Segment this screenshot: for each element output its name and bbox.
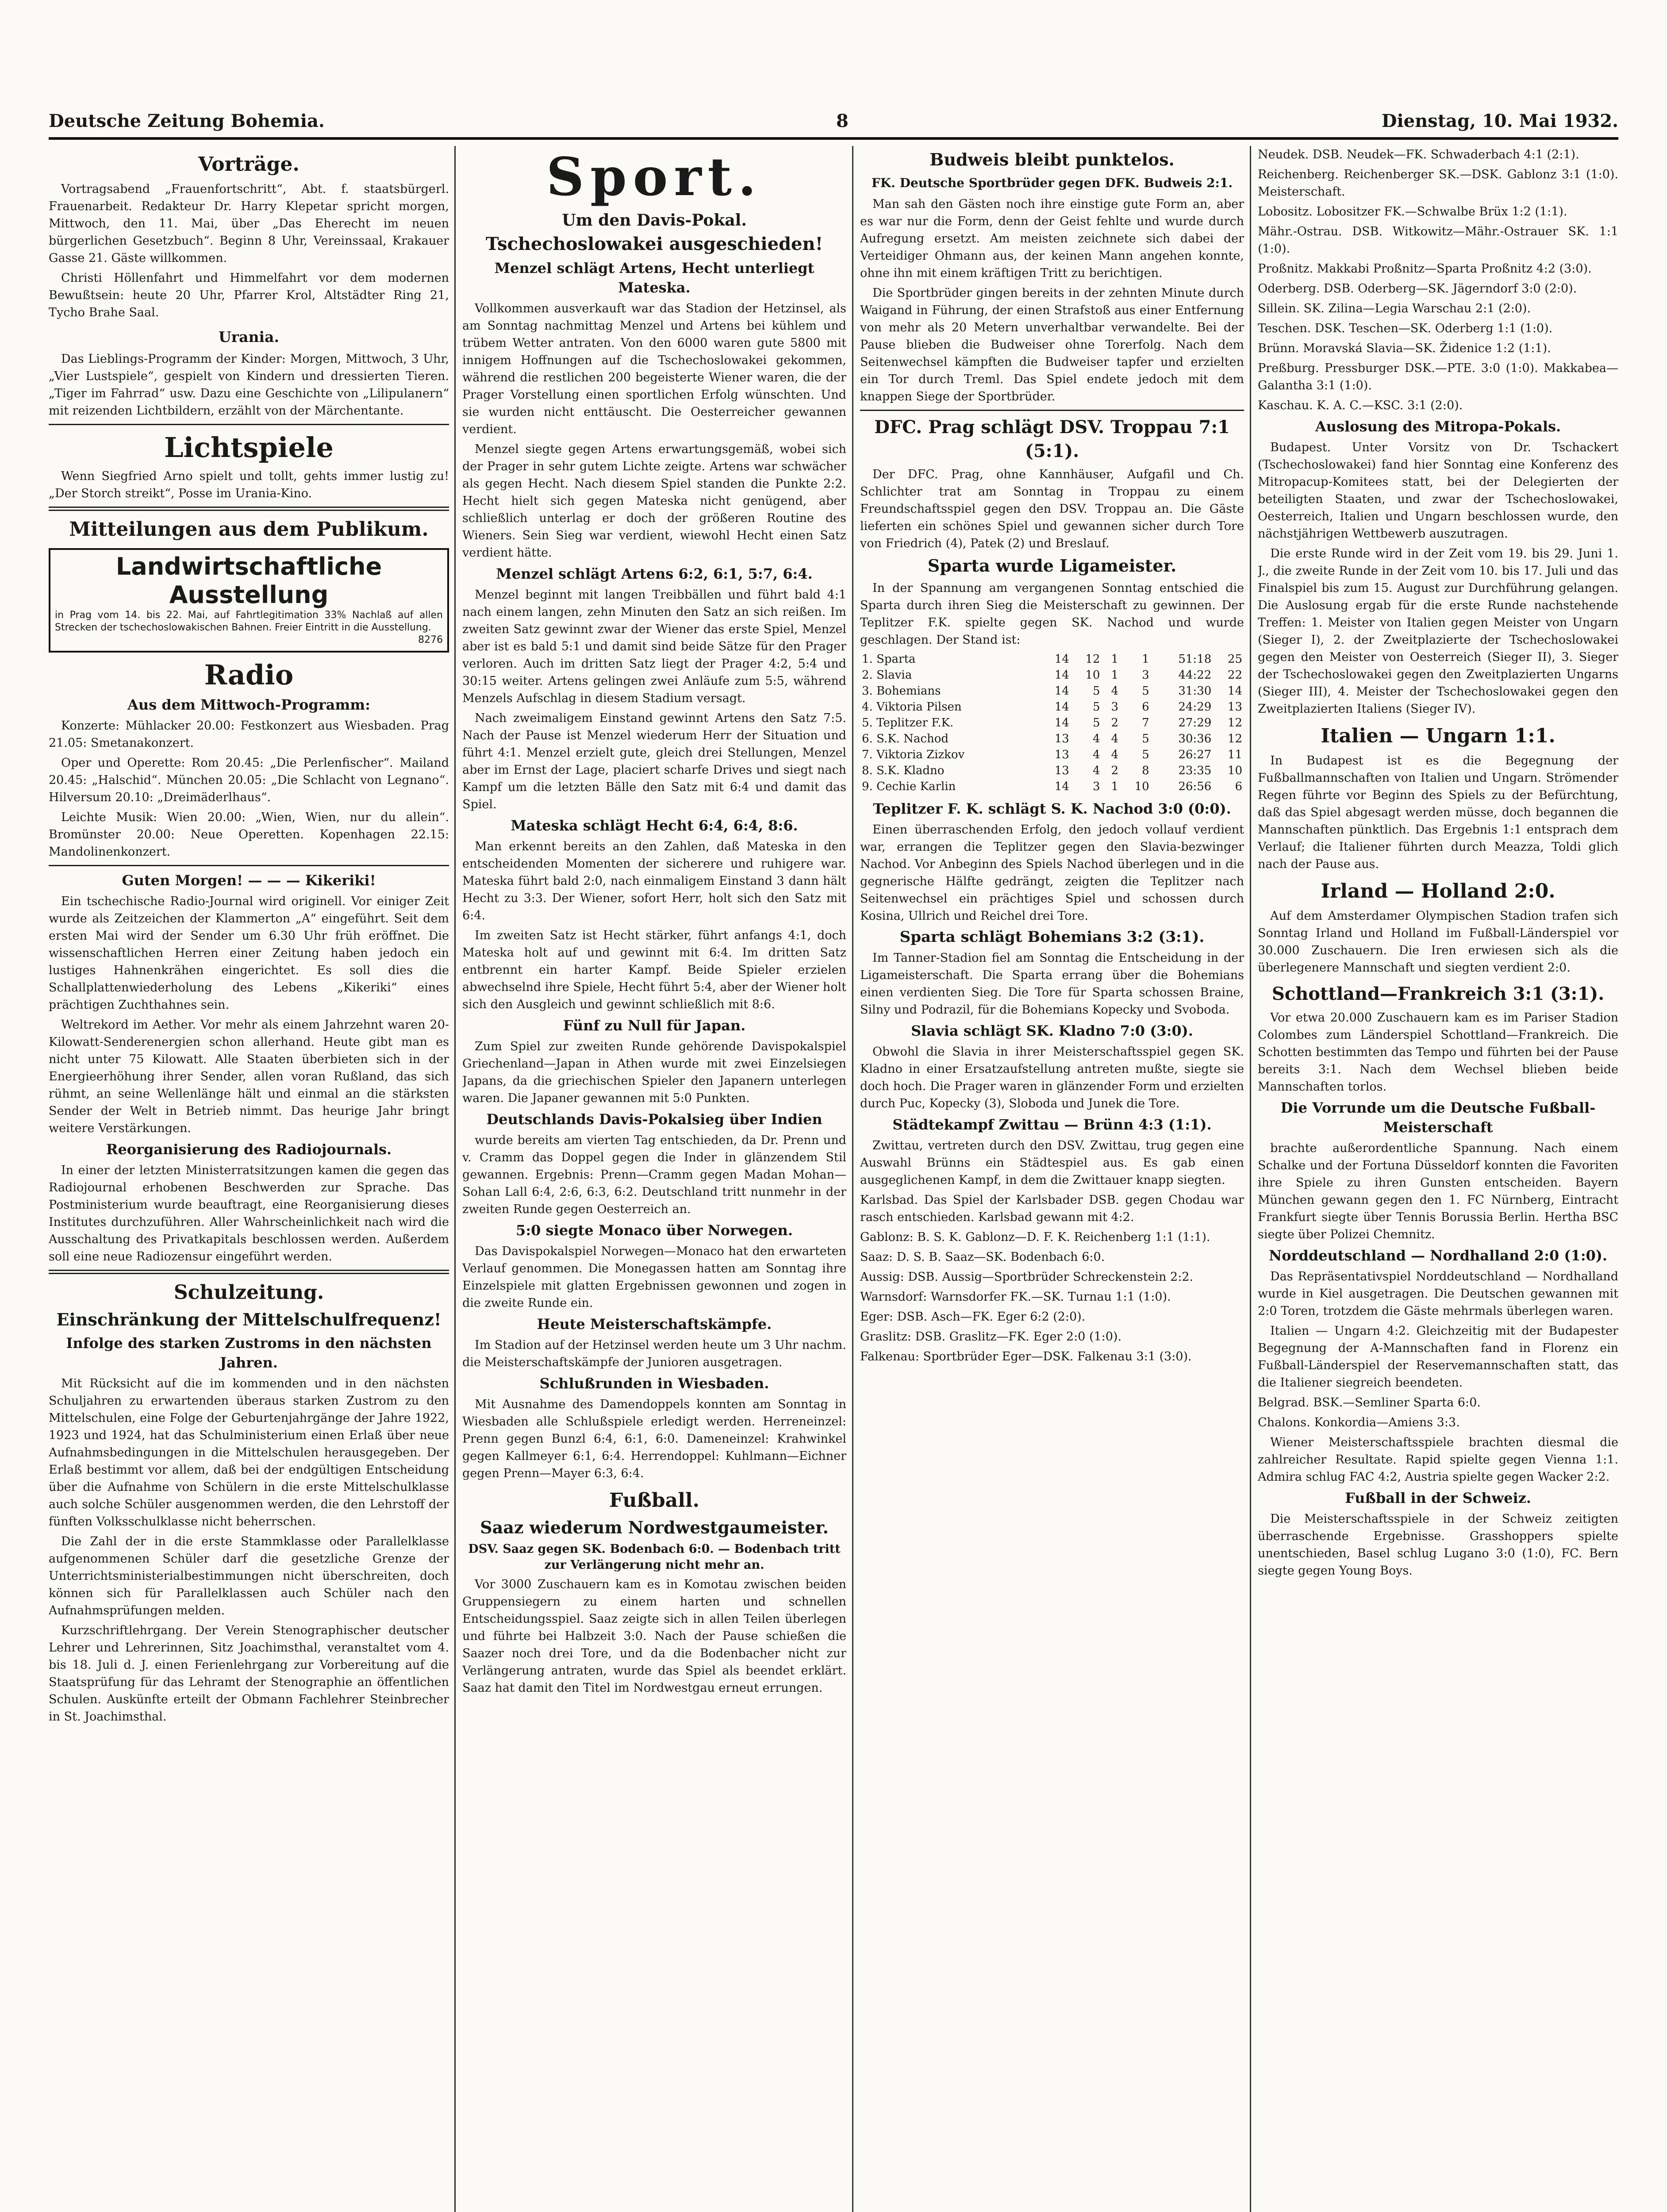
paragraph: Nach zweimaligem Einstand gewinnt Artens den Satz 7:5. Nach der Pause ist Menzel wiederum Herr der Situation und führt 4:1. Menzel erzielt gute, gleich drei Stellungen, Menzel aber im Ernst der Lage, placiert scharfe Drives und siegt nach Kampf um die letzten Bälle den Satz mit 6:4 und damit das Spiel. [462,711,846,811]
subheading: Aus dem Mittwoch-Programm: [127,696,370,713]
result-line: Belgrad. BSK.—Semliner Sparta 6:0. [1258,1396,1481,1409]
table-cell: 10 [1227,764,1242,777]
subheading: Tschechoslowakei ausgeschieden! [485,234,823,254]
column-separator [1250,146,1251,2212]
table-cell: 5 [1142,748,1149,761]
paragraph: Der DFC. Prag, ohne Kannhäuser, Aufgafil und Ch. Schlichter trat am Sonntag in Troppau zu einem Freundschaftsspiel gegen den DSV. Troppau an. Die Gäste lieferten ein schönes Spiel und gewannen sicher durch Tore von Friedrich (4), Patek (2) und Breslauf. [860,468,1244,550]
table-cell: 6 [1235,780,1242,793]
column-2 [462,146,846,2212]
page-header [49,102,1618,133]
table-cell: 14 [1054,716,1069,730]
table-cell: 10 [1085,668,1100,682]
ad-code: 8276 [418,634,443,645]
subheading: DFC. Prag schlägt DSV. Troppau 7:1 (5:1). [874,417,1230,461]
result-line: Lobositz. Lobositzer FK.—Schwalbe Brüx 1:2 (1:1). [1258,205,1567,219]
section-heading-irland-holland: Irland — Holland 2:0. [1321,880,1556,902]
subheading: Fußball in der Schweiz. [1345,1490,1531,1506]
paragraph: Menzel beginnt mit langen Treibbällen und führt bald 4:1 nach einem langen, zehn Minuten den Satz an sich reißen. Im zweiten Satz gewinnt zwar der Wiener das erste Spiel, Menzel aber ist es bald 5:1 und damit sind beide Sätze für den Prager verloren. Auch im dritten Satz liegt der Prager 4:2, 5:4 und 30:15 weiter. Artens gelingen zwei Anläufe zum 5:5, während Menzels Aufschlag in diesem Stadium versagt. [462,588,846,705]
header-rule [49,137,1618,140]
subheading: Slavia schlägt SK. Kladno 7:0 (3:0). [911,1022,1193,1039]
table-cell: 3 [1092,780,1100,793]
table-cell: 4 [1092,764,1100,777]
page-number: 8 [836,111,849,131]
paragraph: In einer der letzten Ministerratsitzungen kamen die gegen das Radiojournal erhobenen Beschwerden zur Sprache. Das Postministerium wurde beauftragt, eine Reorganisierung dieses Institutes durchzuführen. Aller Wahrscheinlichkeit nach wird die Ausschaltung des Privatkapitals beschlossen werden. Außerdem soll eine neue Radiozensur eingeführt werden. [49,1164,449,1263]
table-row [860,747,1244,763]
section-heading-radio: Radio [204,659,294,691]
table-row [860,651,1244,667]
column-4 [1258,146,1618,2212]
result-line: Neudek. DSB. Neudek—FK. Schwaderbach 4:1 (2:1). [1258,148,1579,161]
subheading: Guten Morgen! — — — Kikeriki! [122,872,376,889]
table-cell: 6 [1142,700,1149,714]
table-cell: 2 [1111,764,1119,777]
subheading: Infolge des starken Zustroms in den nächsten Jahren. [66,1335,432,1371]
table-cell: 2. Slavia [862,668,912,682]
divider [49,865,449,866]
subheading: Reorganisierung des Radiojournals. [106,1141,392,1158]
divider [49,1270,449,1274]
subheading: Einschränkung der Mittelschulfrequenz! [56,1310,442,1329]
paragraph: Zum Spiel zur zweiten Runde gehörende Davispokalspiel Griechenland—Japan in Athen wurde mit zwei Einzelsiegen Japans, da die griechischen Spieler den Japanern unterlegen waren. Die Japaner gewannen mit 5:0 Punkten. [462,1040,846,1105]
table-cell: 1 [1111,653,1119,666]
section-heading-italien-ungarn: Italien — Ungarn 1:1. [1321,725,1556,747]
result-line: Gablonz: B. S. K. Gablonz—D. F. K. Reichenberg 1:1 (1:1). [860,1230,1210,1244]
subheading: Menzel schlägt Artens 6:2, 6:1, 5:7, 6:4. [496,565,813,582]
paragraph: Das Davispokalspiel Norwegen—Monaco hat den erwarteten Verlauf genommen. Die Monegassen hatten am Sonntag ihre Einzelspiele mit glatten Ergebnissen gewonnen und zogen in die zweite Runde ein. [462,1244,846,1310]
table-cell: 5 [1092,700,1100,714]
paragraph: Mit Rücksicht auf die im kommenden und in den nächsten Schuljahren zu erwartenden überaus starken Zustrom zu den Mittelschulen, eine Folge der Geburtenjahrgänge der Jahre 1922, 1923 und 1924, hat das Schulministerium einen Erlaß über neue Aufnahmsbedingungen in die Mittelschulen herausgegeben. Der Erlaß bestimmt vor allem, daß bei der endgültigen Entscheidung über die Aufnahme von Schülern in die erste Mittelschulklasse auch solche Schüler ausgenommen werden, die den Lehrstoff der fünften Volksschulklasse nicht beherrschen. [49,1377,449,1528]
table-cell: 10 [1134,780,1149,793]
paragraph: Im Stadion auf der Hetzinsel werden heute um 3 Uhr nachm. die Meisterschaftskämpfe der Junioren ausgetragen. [462,1338,846,1369]
paragraph: Die Meisterschaftsspiele in der Schweiz zeitigten überraschende Ergebnisse. Grasshoppers spielte unentschieden, Basel schlug Lugano 3:0 (1:0), FC. Bern siegte gegen Young Boys. [1258,1512,1618,1578]
subheading: Norddeutschland — Nordhalland 2:0 (1:0). [1268,1247,1608,1264]
table-cell: 13 [1054,732,1069,745]
section-heading-mitteilungen: Mitteilungen aus dem Publikum. [69,518,429,541]
table-cell: 12 [1227,732,1242,745]
paragraph: Das Lieblings-Programm der Kinder: Morgen, Mittwoch, 3 Uhr, „Vier Lustspiele“, gespielt von Kindern und dressierten Tieren. „Tiger im Fahrrad“ usw. Dazu eine Geschichte von „Lilipulanern“ mit reizenden Lichtbildern, erzählt von der Märchentante. [49,352,449,418]
paragraph: Auf dem Amsterdamer Olympischen Stadion trafen sich Sonntag Irland und Holland im Fußball-Länderspiel vor 30.000 Zuschauern. Die Iren erwiesen sich als die überlegenere Mannschaft und siegten verdient 2:0. [1258,909,1618,975]
column-1 [49,146,449,2212]
table-cell: 5. Teplitzer F.K. [862,716,954,730]
column-separator [852,146,853,2212]
subheading: Mateska schlägt Hecht 6:4, 6:4, 8:6. [511,817,798,834]
table-cell: 1. Sparta [862,653,916,666]
section-heading-urania: Urania. [219,328,279,346]
table-cell: 13 [1054,748,1069,761]
paragraph: Ein tschechische Radio-Journal wird originell. Vor einiger Zeit wurde als Zeitzeichen der Klammerton „A“ eingeführt. Seit dem ersten Mai wird der Sender um 6.30 Uhr früh eröffnet. Die wissenschaftlichen Herren einer Zeitung haben jedoch ein lustiges Hahnenkrähen eingerichtet. Es soll dies die Schallplattenwiederholung des Lebens „Kikeriki“ eines prächtigen Zuchthahnes sein. [49,895,449,1012]
table-cell: 27:29 [1178,716,1212,730]
table-cell: 4 [1111,732,1119,745]
result-line: Mähr.-Ostrau. DSB. Witkowitz—Mähr.-Ostrauer SK. 1:1 (1:0). [1258,225,1618,256]
advertisement-box [49,548,449,653]
result-line: Kaschau. K. A. C.—KSC. 3:1 (2:0). [1258,399,1463,412]
subheading: Sparta schlägt Bohemians 3:2 (3:1). [899,928,1205,946]
table-cell: 14 [1054,653,1069,666]
table-cell: 4 [1111,684,1119,698]
table-cell: 6. S.K. Nachod [862,732,949,745]
table-row [860,779,1244,795]
table-row [860,763,1244,779]
paragraph: Wenn Siegfried Arno spielt und tollt, gehts immer lustig zu! „Der Storch streikt“, Posse im Urania-Kino. [49,469,449,500]
paragraph: Obwohl die Slavia in ihrer Meisterschaftsspiel gegen SK. Kladno in einer Ersatzaufstellung antreten mußte, siegte sie doch hoch. Die Prager waren in glänzender Form und erzielten durch Puc, Kopecky (3), Sloboda und Junek die Tore. [860,1045,1244,1110]
table-cell: 12 [1085,653,1100,666]
result-line: Warnsdorf: Warnsdorfer FK.—SK. Turnau 1:1 (1:0). [860,1290,1171,1304]
table-cell: 4. Viktoria Pilsen [862,700,962,714]
table-row [860,683,1244,699]
subheading: Schlußrunden in Wiesbaden. [539,1375,769,1392]
paragraph: Vortragsabend „Frauenfortschritt“, Abt. f. staatsbürgerl. Frauenarbeit. Redakteur Dr. Harry Klepetar spricht morgen, Mittwoch, den 11. Mai, über „Das Eherecht im neuen bürgerlichen Gesetzbuch“. Beginn 8 Uhr, Vereinssaal, Krakauer Gasse 21. Gäste willkommen. [49,182,449,265]
table-cell: 14 [1054,780,1069,793]
table-cell: 11 [1227,748,1242,761]
result-line: Proßnitz. Makkabi Proßnitz—Sparta Proßnitz 4:2 (3:0). [1258,262,1592,276]
table-cell: 13 [1054,764,1069,777]
paragraph: Einen überraschenden Erfolg, den jedoch vollauf verdient war, errangen die Teplitzer gegen den Slavia-bezwinger Nachod. Vor Anbeginn des Spiels Nachod überlegen und in die gegnerische Hälfte gedrängt, zeigten die Teplitzer nach Seitenwechsel ein prächtiges Spiel und schossen durch Kosina, Ullrich und Reichel drei Tore. [860,823,1244,923]
paragraph: Die Zahl der in die erste Stammklasse oder Parallelklasse aufgenommenen Schüler darf die gesetzliche Grenze der Unterrichtsministerialbestimmungen nicht überschreiten, doch können sich für Parallelklassen auch Schüler nach den Aufnahmsprüfungen melden. [49,1535,449,1617]
table-cell: 26:27 [1178,748,1212,761]
paragraph: Man sah den Gästen noch ihre einstige gute Form an, aber es war nur die Form, denn der Geist fehlte und wurde durch Aufregung ersetzt. Am meisten zeichnete sich dabei der Verteidiger Ohmann aus, der keinen Mann angehen konnte, ohne ihn mit einem kräftigen Tritt zu berichtigen. [860,197,1244,280]
table-row [860,699,1244,715]
issue-date: Dienstag, 10. Mai 1932. [1381,111,1618,131]
paragraph: Kurzschriftlehrgang. Der Verein Stenographischer deutscher Lehrer und Lehrerinnen, Sitz Joachimsthal, veranstaltet vom 4. bis 18. Juli d. J. einen Ferienlehrgang zur Vorbereitung auf die Staatsprüfung für das Lehramt der Stenographie an öffentlichen Schulen. Auskünfte erteilt der Obmann Fachlehrer Steinbrecher in St. Joachimsthal. [49,1624,449,1724]
table-cell: 13 [1227,700,1242,714]
table-cell: 23:35 [1178,764,1212,777]
paragraph: Menzel siegte gegen Artens erwartungsgemäß, wobei sich der Prager in sehr gutem Lichte zeigte. Artens war schwächer als gegen Hecht. Nach diesem Spiel standen die Punkte 2:2. Hecht hielt sich gegen Mateska nicht genügend, aber schließlich unterlag er doch der größeren Routine des Wieners. Sein Sieg war verdient, wiewohl Hecht einen Satz verdient hätte. [462,442,846,560]
table-cell: 8 [1142,764,1149,777]
table-cell: 1 [1111,668,1119,682]
paragraph: Die erste Runde wird in der Zeit vom 19. bis 29. Juni 1. J., die zweite Runde in der Zeit vom 10. bis 17. Juli und das Finalspiel bis zum 15. August zur Durchführung gelangen. Die Auslosung ergab für die erste Runde nachstehende Treffen: 1. Meister von Italien gegen Meister von Ungarn (Sieger I), 2. der Zweitplazierte der Tschechoslowakei gegen den Meister von Oesterreich (Sieger II), 3. Sieger der Tschechoslowakei gegen den Zweitplazierten Ungarns (Sieger III), 4. Meister der Tschechoslowakei gegen den Zweitplazierten Italiens (Sieger IV). [1258,547,1618,716]
paragraph: Oper und Operette: Rom 20.45: „Die Perlenfischer“. Mailand 20.45: „Halschid“. München 20.05: „Die Schlacht von Legnano“. Hilversum 20.10: „Dreimäderlhaus“. [49,756,449,804]
paragraph: Im zweiten Satz ist Hecht stärker, führt anfangs 4:1, doch Mateska holt auf und gewinnt mit 6:4. Im dritten Satz entbrennt ein harter Kampf. Beide Spieler erzielen abwechselnd ihre Spiele, Hecht führt 5:4, aber der Wiener holt sich den Ausgleich und gewinnt schließlich mit 8:6. [462,929,846,1011]
table-cell: 14 [1054,700,1069,714]
paragraph: Vollkommen ausverkauft war das Stadion der Hetzinsel, als am Sonntag nachmittag Menzel und Artens bei kühlem und trübem Wetter antraten. Von den 6000 waren gute 5800 mit innigem Hoffnungen auf die Tschechoslowakei gekommen, während die restlichen 200 begeisterte Wiener waren, die der Prager Vorstellung einen sportlichen Erfolg wünschten. Und sie wurden nicht enttäuscht. Die Oesterreicher gewannen verdient. [462,302,846,436]
subheading: FK. Deutsche Sportbrüder gegen DFK. Budweis 2:1. [871,176,1233,190]
paragraph: Christi Höllenfahrt und Himmelfahrt vor dem modernen Bewußtsein: heute 20 Uhr, Pfarrer Krol, Altstädter Ring 21, Tycho Brahe Saal. [49,271,449,319]
subheading: Menzel schlägt Artens, Hecht unterliegt Mateska. [494,260,814,296]
result-line: Saaz: D. S. B. Saaz—SK. Bodenbach 6:0. [860,1250,1105,1264]
subheading: Budweis bleibt punktelos. [930,150,1175,169]
table-row [860,715,1244,731]
paragraph: In der Spannung am vergangenen Sonntag entschied die Sparta durch ihren Sieg die Meisterschaft zu gewinnen. Der Teplitzer F.K. spielte gegen SK. Nachod und wurde geschlagen. Der Stand ist: [860,581,1244,647]
paragraph: Zwittau, vertreten durch den DSV. Zwittau, trug gegen eine Auswahl Brünns ein Städtespiel aus. Es gab einen ausgeglichenen Kampf, in dem die Zwittauer knapp siegten. [860,1139,1244,1187]
table-cell: 30:36 [1178,732,1212,745]
divider [49,507,449,511]
paragraph: Wiener Meisterschaftsspiele brachten diesmal die zahlreicher Resultate. Rapid spielte gegen Vienna 1:1. Admira schlug FAC 4:2, Austria spielte gegen Wacker 2:2. [1258,1436,1618,1484]
table-cell: 3 [1142,668,1149,682]
subheading: Sparta wurde Ligameister. [927,556,1177,576]
table-cell: 9. Cechie Karlin [862,780,956,793]
ad-title: Landwirtschaftliche Ausstellung [115,553,382,609]
table-cell: 8. S.K. Kladno [862,764,945,777]
paragraph: Vor 3000 Zuschauern kam es in Komotau zwischen beiden Gruppensiegern zu einem harten und schnellen Entscheidungsspiel. Saaz zeigte sich in allen Teilen überlegen und führte bei Halbzeit 3:0. Nach der Pause schießen die Saazer noch drei Tore, und da die Bodenbacher nicht zur Verlängerung antraten, wurde das Spiel als beendet erklärt. Saaz hat damit den Titel im Nordwestgau erneut errungen. [462,1578,846,1695]
table-cell: 1 [1142,653,1149,666]
paragraph: Vor etwa 20.000 Zuschauern kam es im Pariser Stadion Colombes zum Länderspiel Schottland—Frankreich. Die Schotten bestimmten das Tempo und führten bei der Pause bereits 3:1. Nach dem Wechsel blieben beide Mannschaften torlos. [1258,1011,1618,1094]
paragraph: Die Sportbrüder gingen bereits in der zehnten Minute durch Waigand in Führung, der einen Strafstoß aus einer Entfernung von mehr als 20 Metern unverhaltbar verwandelte. Bei der Pause blieben die Budweiser ohne Torerfolg. Nach dem Seitenwechsel kämpften die Budweiser tapfer und erzielten ein Tor durch Treml. Das Spiel endete jedoch mit dem knappen Siege der Sportbrüder. [860,286,1244,403]
result-line: Aussig: DSB. Aussig—Sportbrüder Schreckenstein 2:2. [860,1270,1194,1284]
table-cell: 4 [1092,748,1100,761]
subheading: Deutschlands Davis-Pokalsieg über Indien [486,1111,822,1128]
divider [49,424,449,425]
section-heading-lichtspiele: Lichtspiele [164,431,334,464]
paragraph: In Budapest ist es die Begegnung der Fußballmannschaften von Italien und Ungarn. Strömender Regen führte vor Beginn des Spiels zu der Befürchtung, daß das Spiel abgesagt werden müsse, doch begannen die Mannschaften pünktlich. Das Ergebnis 1:1 entsprach dem Verlauf; die Italiener führten durch Meazza, Toldi glich nach der Pause aus. [1258,754,1618,871]
subheading: Teplitzer F. K. schlägt S. K. Nachod 3:0 (0:0). [873,800,1231,817]
paragraph: Weltrekord im Aether. Vor mehr als einem Jahrzehnt waren 20-Kilowatt-Senderenergien schon allerhand. Heute gibt man es nicht unter 75 Kilowatt. Alle Staaten überbieten sich in der Energieerhöhung ihrer Sender, allen voran Rußland, das sich rühmt, an seine Wellenlänge hält und einmal an die stärksten Sender der Welt in Betrieb nimmt. Das heurige Jahr bringt weitere Verstärkungen. [49,1018,449,1135]
table-row [860,731,1244,747]
paragraph: Man erkennt bereits an den Zahlen, daß Mateska in den entscheidenden Momenten der sicherere und ruhigere war. Mateska führt bald 2:0, nach einmaligem Einstand 3 dann hält Hecht zu 3:3. Der Wiener, sofort Herr, holt sich den Satz mit 6:4. [462,840,846,922]
result-line: Falkenau: Sportbrüder Eger—DSK. Falkenau 3:1 (3:0). [860,1350,1192,1363]
paragraph: brachte außerordentliche Spannung. Nach einem Schalke und der Fortuna Düsseldorf konnten die Favoriten ihre Spiele zu ihren Gunsten entscheiden. Bayern München gewann gegen den 1. FC Nürnberg, Eintracht Frankfurt siegte über Tennis Borussia Berlin. Hertha BSC siegte über Polizei Chemnitz. [1258,1141,1618,1241]
subheading: Auslosung des Mitropa-Pokals. [1315,418,1561,435]
table-cell: 7. Viktoria Zizkov [862,748,965,761]
table-cell: 51:18 [1178,653,1212,666]
subheading: Fünf zu Null für Japan. [563,1017,746,1034]
subheading: Die Vorrunde um die Deutsche Fußball-Meisterschaft [1280,1099,1596,1136]
result-line: Teschen. DSK. Teschen—SK. Oderberg 1:1 (1:0). [1258,322,1553,335]
result-line: Karlsbad. Das Spiel der Karlsbader DSB. gegen Chodau war rasch entschieden. Karlsbad gewann mit 4:2. [860,1193,1244,1224]
table-cell: 44:22 [1178,668,1212,682]
paragraph: Budapest. Unter Vorsitz von Dr. Tschackert (Tschechoslowakei) fand hier Sonntag eine Konferenz des Mitropacup-Komitees statt, bei der Delegierten der beteiligten Staaten, und zwar der Tschechoslowakei, Oesterreich, Italien und Ungarn beschlossen wurde, den nächstjährigen Wettbewerb auszutragen. [1258,441,1618,541]
result-line: Eger: DSB. Asch—FK. Eger 6:2 (2:0). [860,1310,1086,1324]
table-cell: 22 [1227,668,1242,682]
ad-text: in Prag vom 14. bis 22. Mai, auf Fahrtlegitimation 33% Nachlaß auf allen Strecken der tschechoslowakischen Bahnen. Freier Eintritt in die Ausstellung. [55,610,443,633]
table-cell: 3. Bohemians [862,684,941,698]
result-line: Reichenberg. Reichenberger SK.—DSK. Gablonz 3:1 (1:0). Meisterschaft. [1258,168,1618,199]
table-cell: 1 [1111,780,1119,793]
league-table [860,651,1244,795]
table-cell: 2 [1111,716,1119,730]
result-line: Sillein. SK. Zilina—Legia Warschau 2:1 (2:0). [1258,302,1531,315]
paragraph: Leichte Musik: Wien 20.00: „Wien, Wien, nur du allein“. Bromünster 20.00: Neue Operetten. Kopenhagen 22.15: Mandolinenkonzert. [49,810,449,859]
table-cell: 5 [1092,716,1100,730]
table-cell: 4 [1111,748,1119,761]
paragraph: Das Repräsentativspiel Norddeutschland — Nordhalland wurde in Kiel ausgetragen. Die Deutschen gewannen mit 2:0 Toren, trotzdem die Gäste mehrmals überlegen waren. [1258,1270,1618,1318]
paragraph: Italien — Ungarn 4:2. Gleichzeitig mit der Budapester Begegnung der A-Mannschaften fand in Florenz ein Fußball-Länderspiel der Reservemannschaften statt, das die Italiener siegreich beendeten. [1258,1324,1618,1390]
table-cell: 14 [1054,668,1069,682]
section-heading-schottland-frankreich: Schottland—Frankreich 3:1 (3:1). [1271,983,1605,1004]
result-line: Preßburg. Pressburger DSK.—PTE. 3:0 (1:0). Makkabea—Galantha 3:1 (1:0). [1258,361,1618,392]
section-heading-sport: Sport. [546,146,763,207]
table-cell: 26:56 [1178,780,1212,793]
section-heading-fussball: Fußball. [609,1489,699,1512]
subheading: Um den Davis-Pokal. [562,211,747,230]
table-cell: 14 [1227,684,1242,698]
column-3 [860,146,1244,2212]
subheading: Saaz wiederum Nordwestgaumeister. [480,1517,829,1537]
table-cell: 12 [1227,716,1242,730]
section-heading-vortraege: Vorträge. [198,153,300,176]
paragraph: Konzerte: Mühlacker 20.00: Festkonzert aus Wiesbaden. Prag 21.05: Smetanakonzert. [49,719,449,750]
subheading: Städtekampf Zwittau — Brünn 4:3 (1:1). [892,1116,1212,1133]
result-line: Graslitz: DSB. Graslitz—FK. Eger 2:0 (1:0). [860,1330,1122,1344]
table-cell: 25 [1227,653,1242,666]
table-cell: 4 [1092,732,1100,745]
table-cell: 7 [1142,716,1149,730]
column-separator [454,146,456,2212]
result-line: Oderberg. DSB. Oderberg—SK. Jägerndorf 3:0 (2:0). [1258,282,1577,296]
paragraph: Im Tanner-Stadion fiel am Sonntag die Entscheidung in der Ligameisterschaft. Die Sparta errang über die Bohemians einen verdienten Sieg. Die Tore für Sparta schossen Braine, Silny und Podrazil, für die Bohemians Kopecky und Svoboda. [860,951,1244,1017]
table-cell: 14 [1054,684,1069,698]
table-cell: 31:30 [1178,684,1212,698]
table-cell: 5 [1142,732,1149,745]
divider [860,410,1244,411]
table-cell: 3 [1111,700,1119,714]
subheading: DSV. Saaz gegen SK. Bodenbach 6:0. — Bodenbach tritt zur Verlängerung nicht mehr an. [468,1542,841,1572]
section-heading-schulzeitung: Schulzeitung. [173,1281,324,1304]
paragraph: Mit Ausnahme des Damendoppels konnten am Sonntag in Wiesbaden alle Schlußspiele erledigt werden. Herreneinzel: Prenn gegen Bunzl 6:4, 6:1, 6:0. Dameneinzel: Krahwinkel gegen Kallmeyer 6:1, 6:4. Herrendoppel: Kuhlmann—Eichner gegen Prenn—Mayer 6:3, 6:4. [462,1398,846,1480]
table-cell: 5 [1092,684,1100,698]
subheading: Heute Meisterschaftskämpfe. [537,1316,772,1333]
table-cell: 5 [1142,684,1149,698]
result-line: Brünn. Moravská Slavia—SK. Židenice 1:2 (1:1). [1258,342,1551,355]
result-line: Chalons. Konkordia—Amiens 3:3. [1258,1416,1460,1429]
table-row [860,667,1244,683]
subheading: 5:0 siegte Monaco über Norwegen. [516,1222,793,1239]
table-cell: 24:29 [1178,700,1212,714]
paragraph: wurde bereits am vierten Tag entschieden, da Dr. Prenn und v. Cramm das Doppel gegen die Inder in glänzendem Stil gewannen. Ergebnis: Prenn—Cramm gegen Madan Mohan—Sohan Lall 6:4, 2:6, 6:3, 6:2. Deutschland tritt nunmehr in der zweiten Runde gegen Oesterreich an. [462,1133,846,1216]
newspaper-name: Deutsche Zeitung Bohemia. [49,111,325,131]
